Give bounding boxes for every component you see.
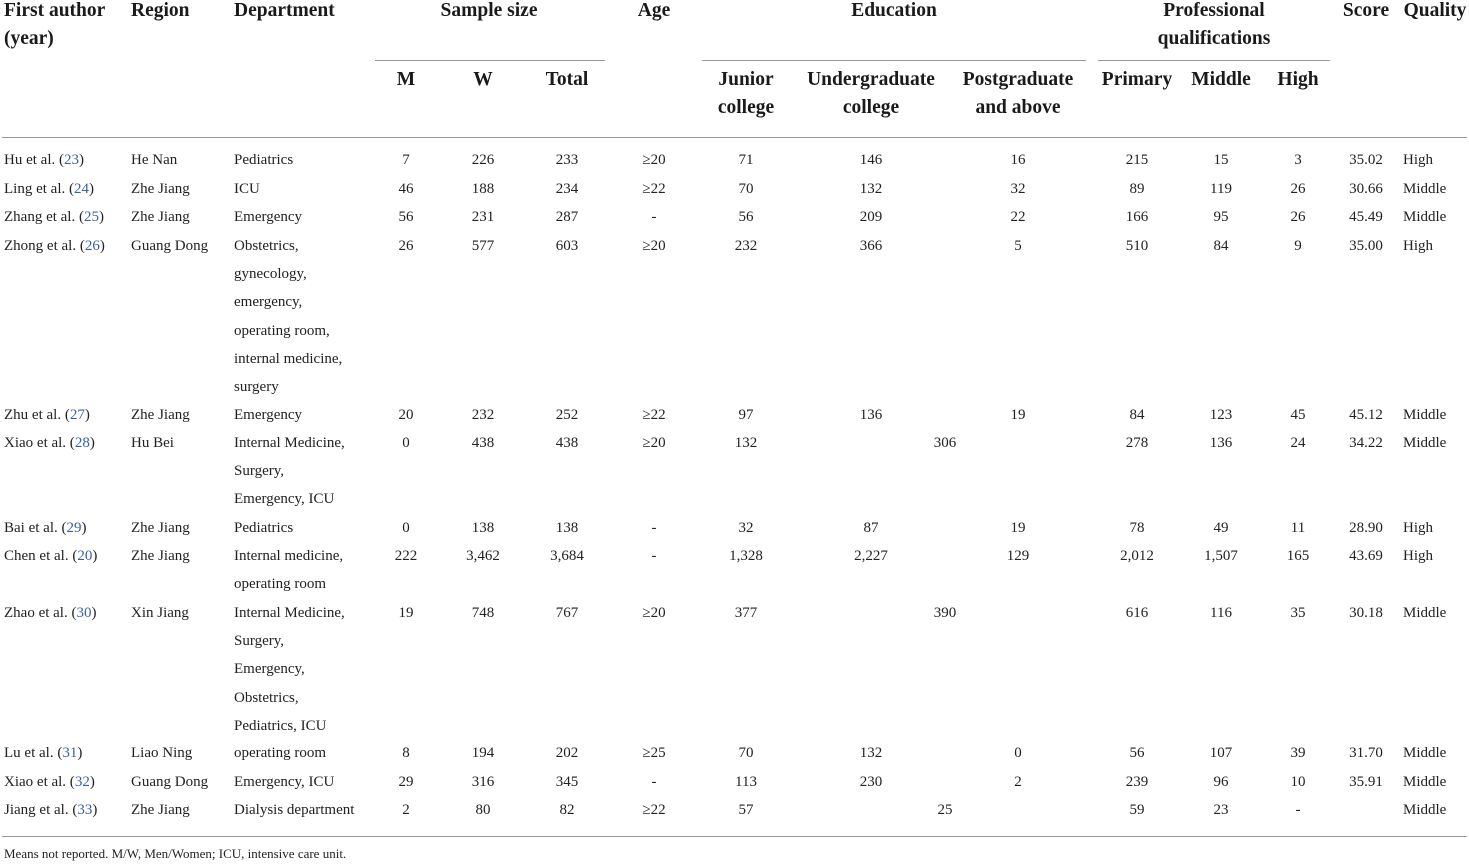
row-total: 233: [555, 152, 579, 168]
row-junior: 97: [738, 407, 754, 423]
row-postgrad: 0: [1014, 745, 1022, 761]
table-bottom-rule: [2, 836, 1467, 837]
row-m: 46: [398, 181, 414, 197]
row-m: 0: [402, 520, 410, 536]
row-high: 45: [1290, 407, 1306, 423]
row-undergrad: 209: [859, 209, 883, 225]
row-total: 438: [555, 435, 579, 451]
row-region: Liao Ning: [131, 745, 193, 761]
row-m: 222: [394, 548, 418, 564]
row-department-line: Dialysis department: [234, 802, 355, 818]
row-department-line: Emergency,: [234, 661, 305, 678]
header-middle: Middle: [1191, 69, 1251, 90]
row-m: 0: [402, 435, 410, 451]
row-score: 31.70: [1349, 745, 1383, 761]
row-author: [4, 175, 94, 203]
row-quality: High: [1403, 548, 1433, 564]
row-department-line: Emergency: [234, 209, 303, 225]
row-age: ≥20: [642, 238, 666, 254]
row-quality: Middle: [1403, 745, 1447, 761]
row-edu-merged: 306: [933, 435, 957, 451]
closing-paren: ): [84, 407, 90, 423]
reference-link[interactable]: 30: [76, 605, 92, 621]
row-edu-merged: 390: [933, 605, 957, 621]
row-high: 26: [1290, 209, 1306, 225]
row-middle: 107: [1209, 745, 1233, 761]
row-high: 9: [1294, 238, 1302, 254]
row-high: 24: [1290, 435, 1306, 451]
header-m: M: [396, 69, 416, 90]
row-quality: Middle: [1403, 209, 1447, 225]
row-w: 194: [471, 745, 495, 761]
row-author: [4, 146, 84, 174]
row-middle: 15: [1213, 152, 1229, 168]
row-quality: Middle: [1403, 181, 1447, 197]
header-w: W: [473, 69, 493, 90]
row-department-line: gynecology,: [234, 266, 307, 283]
row-postgrad: 16: [1010, 152, 1026, 168]
row-postgrad: 32: [1010, 181, 1026, 197]
row-w: 748: [471, 605, 495, 621]
row-undergrad: 2,227: [854, 548, 888, 564]
reference-link[interactable]: 27: [69, 407, 85, 423]
row-department-line: surgery: [234, 379, 279, 395]
header-professional-qualifications: Professional qualifications: [1157, 0, 1271, 49]
row-middle: 96: [1213, 774, 1229, 790]
row-primary: 89: [1129, 181, 1145, 197]
row-junior: 232: [734, 238, 758, 254]
row-total: 287: [555, 209, 579, 225]
header-total: Total: [545, 69, 589, 90]
row-age: -: [651, 209, 657, 225]
row-score: 30.18: [1349, 605, 1383, 621]
header-department: Department: [234, 0, 335, 21]
author-name: Hu et al. (: [4, 152, 64, 168]
row-postgrad: 5: [1014, 238, 1022, 254]
author-name: Ling et al. (: [4, 181, 74, 197]
row-score: 43.69: [1349, 548, 1383, 564]
row-region: Zhe Jiang: [131, 548, 190, 564]
row-department-line: Obstetrics,: [234, 689, 299, 706]
reference-link[interactable]: 20: [77, 548, 93, 564]
reference-link[interactable]: 29: [66, 520, 82, 536]
row-department-line: Pediatrics, ICU: [234, 717, 327, 734]
row-age: ≥20: [642, 605, 666, 621]
reference-link[interactable]: 28: [74, 435, 90, 451]
row-primary: 278: [1125, 435, 1149, 451]
row-department-line: Obstetrics,: [234, 238, 299, 254]
header-age: Age: [637, 0, 671, 21]
reference-link[interactable]: 25: [83, 209, 99, 225]
row-postgrad: 129: [1006, 548, 1030, 564]
row-quality: High: [1403, 520, 1433, 536]
reference-link[interactable]: 26: [84, 238, 100, 254]
row-department-line: operating room,: [234, 322, 330, 339]
author-name: Zhao et al. (: [4, 605, 77, 621]
author-name: Xiao et al. (: [4, 435, 75, 451]
row-author: [4, 514, 86, 542]
row-primary: 56: [1129, 745, 1145, 761]
row-region: Guang Dong: [131, 774, 209, 790]
row-primary: 2,012: [1120, 548, 1154, 564]
row-junior: 71: [738, 152, 754, 168]
row-high: 39: [1290, 745, 1306, 761]
row-undergrad: 132: [859, 181, 883, 197]
row-total: 603: [555, 238, 579, 254]
row-score: 30.66: [1349, 181, 1383, 197]
row-middle: 95: [1213, 209, 1229, 225]
row-region: Zhe Jiang: [131, 209, 190, 225]
row-m: 8: [402, 745, 410, 761]
row-region: Zhe Jiang: [131, 802, 190, 818]
row-author: [4, 739, 82, 767]
row-w: 438: [471, 435, 495, 451]
row-high: 26: [1290, 181, 1306, 197]
header-undergraduate-college: Undergraduate college: [807, 69, 935, 118]
row-undergrad: 136: [859, 407, 883, 423]
row-region: Zhe Jiang: [131, 181, 190, 197]
row-w: 316: [471, 774, 495, 790]
row-quality: High: [1403, 152, 1433, 168]
row-quality: Middle: [1403, 407, 1447, 423]
row-middle: 123: [1209, 407, 1233, 423]
row-junior: 70: [738, 745, 754, 761]
row-undergrad: 132: [859, 745, 883, 761]
closing-paren: ): [92, 802, 98, 818]
row-region: He Nan: [131, 152, 178, 168]
row-high: 3: [1294, 152, 1302, 168]
row-department-line: Surgery,: [234, 463, 284, 480]
row-department-line: operating room: [234, 576, 327, 593]
row-middle: 23: [1213, 802, 1229, 818]
row-middle: 1,507: [1204, 548, 1238, 564]
row-department-line: operating room: [234, 745, 327, 761]
row-age: ≥22: [642, 181, 666, 197]
row-department-line: ICU: [234, 181, 260, 197]
row-age: ≥20: [642, 152, 666, 168]
closing-paren: ): [98, 209, 104, 225]
author-name: Chen et al. (: [4, 548, 78, 564]
row-department-line: Internal Medicine,: [234, 605, 345, 621]
row-total: 82: [559, 802, 575, 818]
row-postgrad: 2: [1014, 774, 1022, 790]
row-w: 80: [475, 802, 491, 818]
author-name: Zhang et al. (: [4, 209, 84, 225]
header-sample-size: Sample size: [440, 0, 538, 21]
row-total: 3,684: [550, 548, 584, 564]
row-department-line: Surgery,: [234, 633, 284, 650]
row-junior: 113: [735, 774, 757, 790]
header-high: High: [1277, 69, 1319, 90]
reference-link[interactable]: 23: [63, 152, 79, 168]
row-high: -: [1295, 802, 1301, 818]
row-w: 577: [471, 238, 495, 254]
row-m: 7: [402, 152, 410, 168]
row-department-line: Emergency, ICU: [234, 774, 335, 790]
row-high: 11: [1290, 520, 1306, 536]
row-score: 35.02: [1349, 152, 1383, 168]
row-undergrad: 366: [859, 238, 883, 254]
header-postgraduate: Postgraduate and above: [962, 69, 1074, 118]
row-m: 56: [398, 209, 414, 225]
closing-paren: ): [77, 745, 83, 761]
row-department-line: emergency,: [234, 294, 303, 311]
row-primary: 215: [1125, 152, 1149, 168]
row-primary: 616: [1125, 605, 1149, 621]
row-quality: Middle: [1403, 774, 1447, 790]
row-department-line: Emergency, ICU: [234, 491, 335, 508]
row-m: 19: [398, 605, 414, 621]
author-name: Bai et al. (: [4, 520, 67, 536]
row-age: -: [651, 774, 657, 790]
table-footnote: Means not reported. M/W, Men/Women; ICU, intensive care unit.: [4, 846, 347, 861]
row-total: 202: [555, 745, 579, 761]
row-high: 35: [1290, 605, 1306, 621]
row-author: [4, 542, 97, 570]
row-undergrad: 146: [859, 152, 883, 168]
row-middle: 119: [1210, 181, 1232, 197]
row-region: Xin Jiang: [131, 605, 189, 621]
row-junior: 56: [738, 209, 754, 225]
row-department-line: internal medicine,: [234, 350, 343, 367]
row-region: Zhe Jiang: [131, 520, 190, 536]
reference-link[interactable]: 24: [73, 181, 89, 197]
closing-paren: ): [81, 520, 87, 536]
closing-paren: ): [88, 181, 94, 197]
closing-paren: ): [78, 152, 84, 168]
header-primary: Primary: [1101, 69, 1173, 90]
reference-link[interactable]: 33: [77, 802, 93, 818]
row-quality: Middle: [1403, 605, 1447, 621]
row-junior: 1,328: [729, 548, 763, 564]
row-primary: 166: [1125, 209, 1149, 225]
row-primary: 78: [1129, 520, 1145, 536]
row-department-line: Emergency: [234, 407, 303, 423]
row-region: Guang Dong: [131, 238, 209, 254]
row-undergrad: 87: [863, 520, 879, 536]
author-name: Zhu et al. (: [4, 407, 70, 423]
row-author: [4, 429, 95, 457]
row-author: [4, 401, 90, 429]
author-name: Lu et al. (: [4, 745, 63, 761]
row-junior: 32: [738, 520, 754, 536]
row-department-line: Pediatrics: [234, 520, 294, 536]
row-age: ≥20: [642, 435, 666, 451]
row-primary: 59: [1129, 802, 1145, 818]
row-undergrad: 230: [859, 774, 883, 790]
row-postgrad: 19: [1010, 520, 1026, 536]
row-author: [4, 232, 105, 260]
row-middle: 49: [1213, 520, 1229, 536]
row-middle: 116: [1210, 605, 1232, 621]
row-m: 2: [402, 802, 410, 818]
row-age: -: [651, 548, 657, 564]
row-postgrad: 22: [1010, 209, 1026, 225]
row-age: ≥22: [642, 802, 666, 818]
row-author: [4, 599, 96, 627]
row-score: 28.90: [1349, 520, 1383, 536]
header-score: Score: [1342, 0, 1390, 21]
author-name: Zhong et al. (: [4, 238, 85, 254]
row-total: 345: [555, 774, 579, 790]
row-middle: 136: [1209, 435, 1233, 451]
row-total: 252: [555, 407, 579, 423]
row-primary: 84: [1129, 407, 1145, 423]
row-quality: Middle: [1403, 435, 1447, 451]
closing-paren: ): [92, 548, 98, 564]
row-w: 3,462: [466, 548, 500, 564]
row-author: [4, 796, 97, 824]
header-quality: Quality: [1403, 0, 1467, 21]
row-w: 231: [471, 209, 495, 225]
row-edu-merged: 25: [937, 802, 953, 818]
row-w: 232: [471, 407, 495, 423]
closing-paren: ): [89, 435, 95, 451]
row-score: 35.00: [1349, 238, 1383, 254]
row-junior: 377: [734, 605, 758, 621]
row-w: 226: [471, 152, 495, 168]
row-department-line: Internal medicine,: [234, 548, 344, 564]
closing-paren: ): [91, 605, 97, 621]
reference-link[interactable]: 32: [74, 774, 90, 790]
closing-paren: ): [99, 238, 105, 254]
row-primary: 510: [1125, 238, 1149, 254]
row-age: ≥25: [642, 745, 666, 761]
row-score: 34.22: [1349, 435, 1383, 451]
row-junior: 132: [734, 435, 758, 451]
header-education: Education: [851, 0, 937, 21]
row-junior: 70: [738, 181, 754, 197]
row-department-line: Internal Medicine,: [234, 435, 345, 451]
row-quality: Middle: [1403, 802, 1447, 818]
row-department-line: Pediatrics: [234, 152, 294, 168]
closing-paren: ): [89, 774, 95, 790]
row-score: 45.12: [1349, 407, 1383, 423]
author-name: Jiang et al. (: [4, 802, 78, 818]
row-author: [4, 768, 95, 796]
row-high: 165: [1286, 548, 1310, 564]
row-score: 35.91: [1349, 774, 1383, 790]
row-age: -: [651, 520, 657, 536]
row-age: ≥22: [642, 407, 666, 423]
header-region: Region: [131, 0, 190, 21]
row-quality: High: [1403, 238, 1433, 254]
header-first-author: First author (year): [4, 0, 105, 49]
row-primary: 239: [1125, 774, 1149, 790]
row-m: 26: [398, 238, 414, 254]
row-w: 138: [471, 520, 495, 536]
row-middle: 84: [1213, 238, 1229, 254]
row-region: Zhe Jiang: [131, 407, 190, 423]
header-junior-college: Junior college: [717, 69, 775, 118]
row-score: 45.49: [1349, 209, 1383, 225]
row-high: 10: [1290, 774, 1306, 790]
row-w: 188: [471, 181, 495, 197]
row-postgrad: 19: [1010, 407, 1026, 423]
row-author: [4, 203, 104, 231]
row-junior: 57: [738, 802, 754, 818]
author-name: Xiao et al. (: [4, 774, 75, 790]
row-total: 234: [555, 181, 579, 197]
row-m: 29: [398, 774, 414, 790]
row-total: 138: [555, 520, 579, 536]
reference-link[interactable]: 31: [62, 745, 78, 761]
row-region: Hu Bei: [131, 435, 174, 451]
row-total: 767: [555, 605, 579, 621]
row-m: 20: [398, 407, 414, 423]
